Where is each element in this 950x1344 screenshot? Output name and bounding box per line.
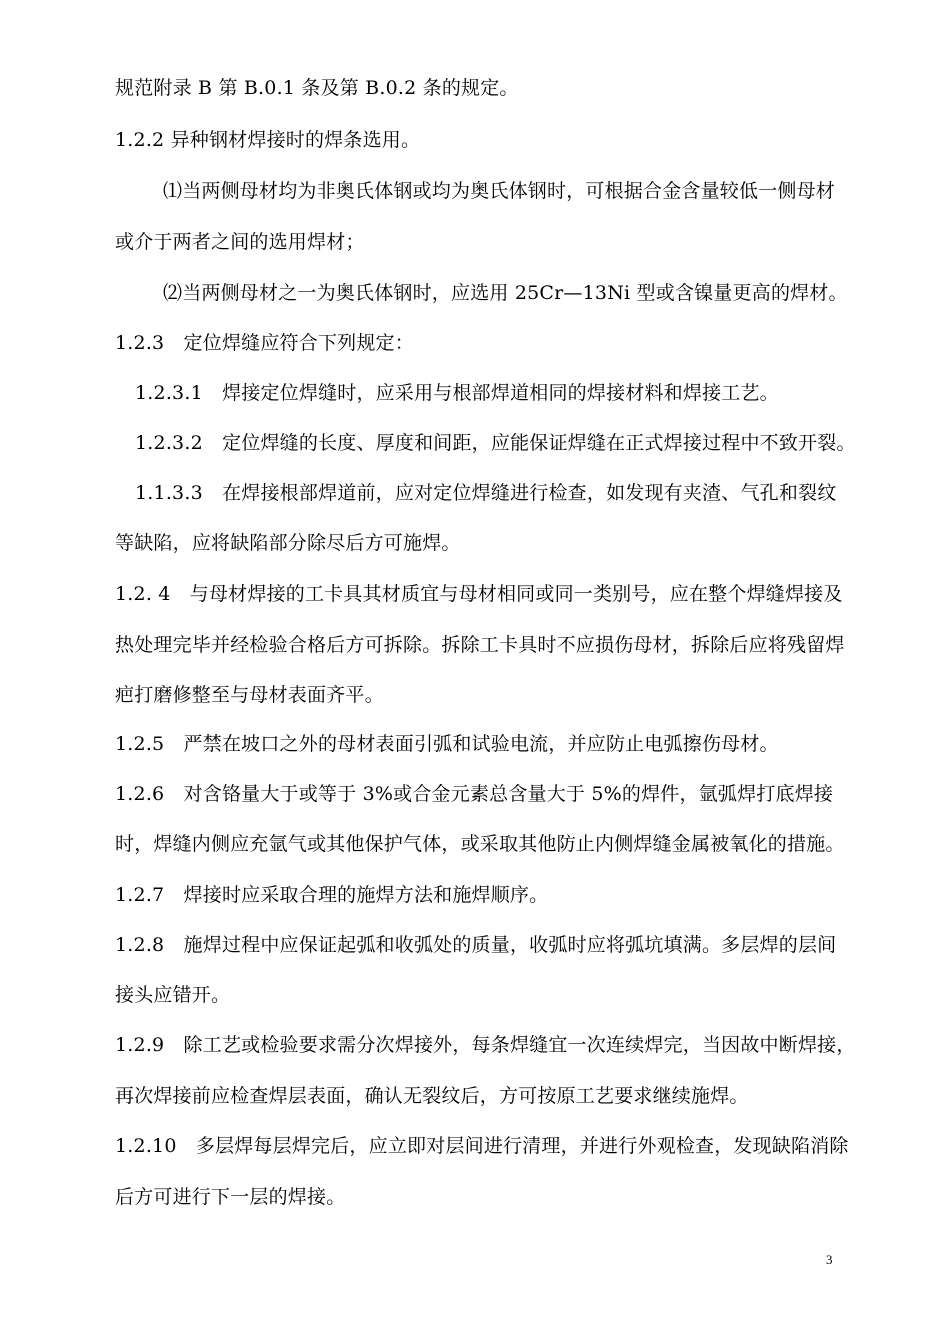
text-line: 时，焊缝内侧应充氩气或其他保护气体，或采取其他防止内侧焊缝金属被氧化的措施。 bbox=[115, 833, 845, 855]
text-line: 规范附录 B 第 B.0.1 条及第 B.0.2 条的规定。 bbox=[115, 77, 519, 99]
text-line: 疤打磨修整至与母材表面齐平。 bbox=[115, 684, 384, 706]
text-line: 1.2.3.2 定位焊缝的长度、厚度和间距，应能保证焊缝在正式焊接过程中不致开裂。 bbox=[135, 432, 856, 454]
text-line: 1.2.3.1 焊接定位焊缝时，应采用与根部焊道相同的焊接材料和焊接工艺。 bbox=[135, 382, 779, 404]
text-line: 或介于两者之间的选用焊材； bbox=[115, 231, 365, 253]
text-line: 1.2.5 严禁在坡口之外的母材表面引弧和试验电流，并应防止电弧擦伤母材。 bbox=[115, 733, 779, 755]
text-line: 1.2.7 焊接时应采取合理的施焊方法和施焊顺序。 bbox=[115, 884, 549, 906]
text-line: 1.2.8 施焊过程中应保证起弧和收弧处的质量，收弧时应将弧坑填满。多层焊的层间 bbox=[115, 934, 837, 956]
text-line: 热处理完毕并经检验合格后方可拆除。拆除工卡具时不应损伤母材，拆除后应将残留焊 bbox=[115, 634, 845, 656]
text-line: 1.2.6 对含铬量大于或等于 3%或合金元素总含量大于 5%的焊件，氩弧焊打底焊接 bbox=[115, 783, 834, 805]
text-line: 接头应错开。 bbox=[115, 984, 231, 1006]
text-line: 再次焊接前应检查焊层表面，确认无裂纹后，方可按原工艺要求继续施焊。 bbox=[115, 1085, 749, 1107]
text-line: 1.2.10 多层焊每层焊完后，应立即对层间进行清理，并进行外观检查，发现缺陷消除 bbox=[115, 1135, 849, 1157]
text-line: ⑴当两侧母材均为非奥氏体钢或均为奥氏体钢时，可根据合金含量较低一侧母材 bbox=[163, 180, 836, 202]
text-line: ⑵当两侧母材之一为奥氏体钢时，应选用 25Cr—13Ni 型或含镍量更高的焊材。 bbox=[163, 282, 848, 304]
text-line: 1.2.9 除工艺或检验要求需分次焊接外，每条焊缝宜一次连续焊完，当因故中断焊接， bbox=[115, 1034, 856, 1056]
section-heading-1-2-2: 1.2.2 异种钢材焊接时的焊条选用。 bbox=[115, 129, 421, 151]
text-line: 等缺陷，应将缺陷部分除尽后方可施焊。 bbox=[115, 532, 461, 554]
page-number: 3 bbox=[826, 1252, 833, 1267]
text-line: 后方可进行下一层的焊接。 bbox=[115, 1186, 346, 1208]
section-heading-1-2-3: 1.2.3 定位焊缝应符合下列规定： bbox=[115, 332, 414, 354]
text-line: 1.2. 4 与母材焊接的工卡具其材质宜与母材相同或同一类别号，应在整个焊缝焊接及 bbox=[115, 583, 843, 605]
text-line: 1.1.3.3 在焊接根部焊道前，应对定位焊缝进行检查，如发现有夹渣、气孔和裂纹 bbox=[135, 482, 837, 504]
